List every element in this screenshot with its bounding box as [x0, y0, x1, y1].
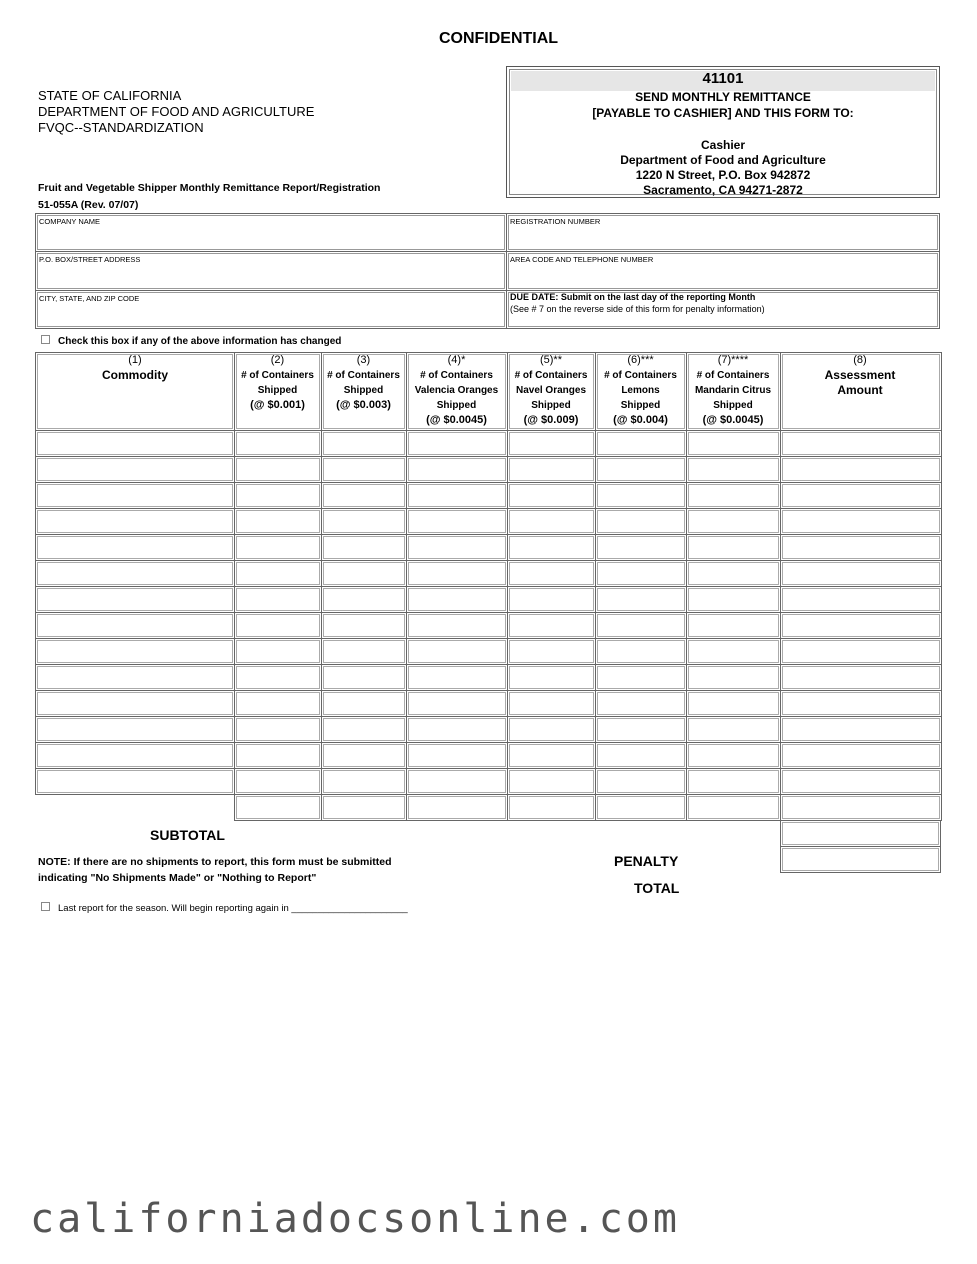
total-label: TOTAL: [634, 880, 680, 896]
table-cell[interactable]: [234, 456, 322, 483]
table-cell[interactable]: [406, 508, 508, 535]
subtotal-cell[interactable]: [780, 794, 942, 821]
col-lemons-header: [595, 353, 686, 428]
subtotal-label: SUBTOTAL: [150, 827, 225, 843]
col6-number: (6)***: [627, 354, 654, 366]
due-date-note: (See # 7 on the reverse side of this form for penalty information): [510, 304, 765, 314]
table-cell[interactable]: [686, 742, 781, 769]
table-cell[interactable]: [595, 612, 687, 639]
col5-number: (5)**: [539, 354, 562, 366]
table-cell[interactable]: [321, 664, 407, 691]
agency-department: DEPARTMENT OF FOOD AND AGRICULTURE: [38, 104, 315, 119]
info-changed-label: Check this box if any of the above information has changed: [58, 336, 342, 347]
subtotal-cell[interactable]: [406, 794, 508, 821]
registration-number-field[interactable]: [506, 213, 940, 252]
table-cell[interactable]: [234, 664, 322, 691]
col1-title: Commodity: [102, 368, 168, 382]
table-cell[interactable]: [406, 664, 508, 691]
table-cell[interactable]: [507, 768, 596, 795]
table-cell[interactable]: [780, 560, 942, 587]
table-cell[interactable]: [507, 742, 596, 769]
col2-number: (2): [270, 354, 285, 366]
table-cell[interactable]: [686, 768, 781, 795]
table-cell[interactable]: [234, 430, 322, 457]
col5-line1: # of Containers: [514, 370, 588, 381]
penalty-label: PENALTY: [614, 853, 679, 869]
subtotal-cell[interactable]: [234, 794, 322, 821]
col4-line2: Valencia Oranges: [414, 385, 499, 396]
table-cell[interactable]: [507, 716, 596, 743]
table-cell[interactable]: [35, 508, 235, 535]
table-cell[interactable]: [686, 456, 781, 483]
col3-line2: Shipped: [343, 385, 384, 396]
table-cell[interactable]: [35, 638, 235, 665]
col1-number: (1): [128, 354, 142, 366]
table-cell[interactable]: [35, 482, 235, 509]
city-state-zip-label: CITY, STATE, AND ZIP CODE: [39, 294, 140, 303]
address-label: P.O. BOX/STREET ADDRESS: [39, 255, 141, 264]
table-cell[interactable]: [321, 534, 407, 561]
table-cell[interactable]: [234, 560, 322, 587]
company-name-label: COMPANY NAME: [39, 217, 100, 226]
table-cell[interactable]: [595, 482, 687, 509]
phone-field[interactable]: [506, 251, 940, 291]
watermark: californiadocsonline.com: [30, 1196, 680, 1242]
table-cell[interactable]: [35, 534, 235, 561]
col7-line1: # of Containers: [696, 370, 770, 381]
table-cell[interactable]: [595, 768, 687, 795]
subtotal-cell[interactable]: [686, 794, 781, 821]
table-cell[interactable]: [507, 664, 596, 691]
company-name-field[interactable]: [35, 213, 507, 252]
col8-line1: Assessment: [824, 368, 896, 382]
table-cell[interactable]: [507, 508, 596, 535]
table-cell[interactable]: [321, 508, 407, 535]
remittance-address-box: [506, 66, 940, 198]
table-cell[interactable]: [321, 638, 407, 665]
note-line-1: NOTE: If there are no shipments to report, this form must be submitted: [38, 856, 392, 868]
table-cell[interactable]: [234, 482, 322, 509]
table-cell[interactable]: [595, 690, 687, 717]
table-cell[interactable]: [35, 612, 235, 639]
table-cell[interactable]: [406, 768, 508, 795]
table-cell[interactable]: [595, 638, 687, 665]
table-cell[interactable]: [595, 508, 687, 535]
table-cell[interactable]: [507, 482, 596, 509]
table-cell[interactable]: [406, 586, 508, 613]
table-cell[interactable]: [406, 690, 508, 717]
table-cell[interactable]: [321, 768, 407, 795]
table-cell[interactable]: [686, 716, 781, 743]
table-cell[interactable]: [234, 768, 322, 795]
col5-line2: Navel Oranges: [515, 385, 587, 396]
col-assessment-header: [780, 353, 940, 398]
remit-address-4: Sacramento, CA 94271-2872: [643, 183, 803, 197]
col3-number: (3): [356, 354, 371, 366]
agency-state: STATE OF CALIFORNIA: [38, 88, 182, 103]
due-date-label: DUE DATE: Submit on the last day of the reporting Month: [510, 292, 756, 302]
table-cell[interactable]: [507, 612, 596, 639]
table-cell[interactable]: [234, 534, 322, 561]
col2-line1: # of Containers: [241, 370, 314, 381]
table-cell[interactable]: [406, 482, 508, 509]
table-cell[interactable]: [780, 430, 942, 457]
subtotal-cell[interactable]: [507, 794, 596, 821]
registration-number-label: REGISTRATION NUMBER: [510, 217, 601, 226]
col5-line3: Shipped: [531, 400, 571, 411]
table-cell[interactable]: [321, 690, 407, 717]
city-state-zip-field[interactable]: [35, 290, 507, 329]
confidential-heading: CONFIDENTIAL: [438, 30, 559, 47]
phone-label: AREA CODE AND TELEPHONE NUMBER: [510, 255, 654, 264]
table-cell[interactable]: [686, 508, 781, 535]
table-cell[interactable]: [321, 742, 407, 769]
table-cell[interactable]: [234, 690, 322, 717]
table-cell[interactable]: [595, 534, 687, 561]
table-cell[interactable]: [507, 690, 596, 717]
table-cell[interactable]: [234, 716, 322, 743]
last-report-label: Last report for the season. Will begin reporting again in ______________________: [58, 903, 408, 914]
table-cell[interactable]: [780, 716, 942, 743]
col4-line1: # of Containers: [420, 370, 493, 381]
table-cell[interactable]: [686, 612, 781, 639]
table-cell[interactable]: [686, 560, 781, 587]
table-cell[interactable]: [234, 742, 322, 769]
col7-rate: (@ $0.0045): [702, 414, 764, 426]
table-cell[interactable]: [507, 638, 596, 665]
table-cell[interactable]: [35, 690, 235, 717]
table-cell[interactable]: [321, 456, 407, 483]
table-cell[interactable]: [35, 430, 235, 457]
subtotal-cell[interactable]: [321, 794, 407, 821]
table-cell[interactable]: [686, 586, 781, 613]
table-cell[interactable]: [595, 586, 687, 613]
col-mandarin-header: [686, 353, 780, 428]
subtotal-cell[interactable]: [595, 794, 687, 821]
table-cell[interactable]: [321, 482, 407, 509]
table-cell[interactable]: [780, 638, 942, 665]
table-cell[interactable]: [507, 430, 596, 457]
col3-rate: (@ $0.003): [336, 399, 391, 411]
remit-address-1: Cashier: [700, 138, 746, 152]
col6-line2: Lemons: [621, 385, 660, 396]
table-cell[interactable]: [686, 638, 781, 665]
col8-number: (8): [853, 354, 867, 366]
table-cell[interactable]: [595, 716, 687, 743]
col7-line2: Mandarin Citrus: [694, 385, 772, 396]
table-cell[interactable]: [35, 742, 235, 769]
table-cell[interactable]: [686, 534, 781, 561]
table-cell[interactable]: [35, 664, 235, 691]
table-cell[interactable]: [234, 638, 322, 665]
table-cell[interactable]: [507, 586, 596, 613]
col-valencia-header: [406, 353, 507, 428]
col-containers-header-2: [321, 353, 406, 413]
penalty-amount-field[interactable]: [780, 820, 941, 847]
col3-line1: # of Containers: [327, 370, 400, 381]
table-cell[interactable]: [406, 638, 508, 665]
table-cell[interactable]: [234, 508, 322, 535]
table-cell[interactable]: [780, 612, 942, 639]
col-navel-header: [507, 353, 595, 428]
col8-line2: Amount: [837, 383, 883, 397]
table-cell[interactable]: [686, 482, 781, 509]
col2-line2: Shipped: [257, 385, 298, 396]
table-cell[interactable]: [595, 560, 687, 587]
table-cell[interactable]: [406, 612, 508, 639]
table-cell[interactable]: [35, 768, 235, 795]
table-cell[interactable]: [406, 560, 508, 587]
table-cell[interactable]: [780, 456, 942, 483]
table-cell[interactable]: [507, 560, 596, 587]
col7-number: (7)****: [717, 354, 749, 366]
col6-rate: (@ $0.004): [613, 414, 668, 426]
total-amount-field[interactable]: [780, 846, 941, 873]
table-cell[interactable]: [595, 456, 687, 483]
col4-line3: Shipped: [436, 400, 477, 411]
table-cell[interactable]: [35, 560, 235, 587]
table-cell[interactable]: [35, 456, 235, 483]
report-title: Fruit and Vegetable Shipper Monthly Remittance Report/Registration: [38, 182, 381, 194]
table-cell[interactable]: [595, 742, 687, 769]
table-cell[interactable]: [321, 716, 407, 743]
table-cell[interactable]: [780, 534, 942, 561]
info-changed-checkbox[interactable]: [41, 335, 50, 344]
table-cell[interactable]: [686, 430, 781, 457]
remit-address-3: 1220 N Street, P.O. Box 942872: [635, 168, 811, 182]
table-cell[interactable]: [780, 482, 942, 509]
col-containers-header: [234, 353, 321, 413]
table-cell[interactable]: [507, 456, 596, 483]
table-cell[interactable]: [35, 586, 235, 613]
agency-division: FVQC--STANDARDIZATION: [38, 120, 204, 135]
col4-rate: (@ $0.0045): [426, 414, 487, 426]
table-cell[interactable]: [406, 430, 508, 457]
table-cell[interactable]: [780, 508, 942, 535]
remit-address-2: Department of Food and Agriculture: [620, 153, 826, 167]
table-cell[interactable]: [686, 690, 781, 717]
form-number: 51-055A (Rev. 07/07): [38, 199, 139, 211]
form-code: 41101: [702, 70, 744, 87]
col7-line3: Shipped: [713, 400, 753, 411]
table-cell[interactable]: [780, 768, 942, 795]
col4-number: (4)*: [447, 354, 466, 366]
note-line-2: indicating "No Shipments Made" or "Nothing to Report": [38, 872, 317, 884]
table-cell[interactable]: [780, 586, 942, 613]
table-cell[interactable]: [780, 664, 942, 691]
col2-rate: (@ $0.001): [250, 399, 305, 411]
table-cell[interactable]: [507, 534, 596, 561]
table-cell[interactable]: [234, 586, 322, 613]
due-date-info: [506, 290, 940, 329]
table-cell[interactable]: [321, 560, 407, 587]
col5-rate: (@ $0.009): [523, 414, 579, 426]
table-cell[interactable]: [780, 690, 942, 717]
table-cell[interactable]: [780, 742, 942, 769]
table-cell[interactable]: [234, 612, 322, 639]
last-report-checkbox[interactable]: [41, 902, 50, 911]
table-cell[interactable]: [321, 586, 407, 613]
table-cell[interactable]: [406, 534, 508, 561]
remit-instruction-2: [PAYABLE TO CASHIER] AND THIS FORM TO:: [592, 106, 854, 120]
table-cell[interactable]: [321, 612, 407, 639]
table-cell[interactable]: [406, 456, 508, 483]
table-cell[interactable]: [406, 742, 508, 769]
table-cell[interactable]: [406, 716, 508, 743]
table-cell[interactable]: [321, 430, 407, 457]
remit-instruction-1: SEND MONTHLY REMITTANCE: [635, 90, 811, 104]
col6-line3: Shipped: [620, 400, 661, 411]
col-commodity-header: [36, 353, 234, 383]
table-cell[interactable]: [595, 430, 687, 457]
table-cell[interactable]: [686, 664, 781, 691]
col6-line1: # of Containers: [604, 370, 677, 381]
address-field[interactable]: [35, 251, 507, 291]
table-cell[interactable]: [35, 716, 235, 743]
table-cell[interactable]: [595, 664, 687, 691]
